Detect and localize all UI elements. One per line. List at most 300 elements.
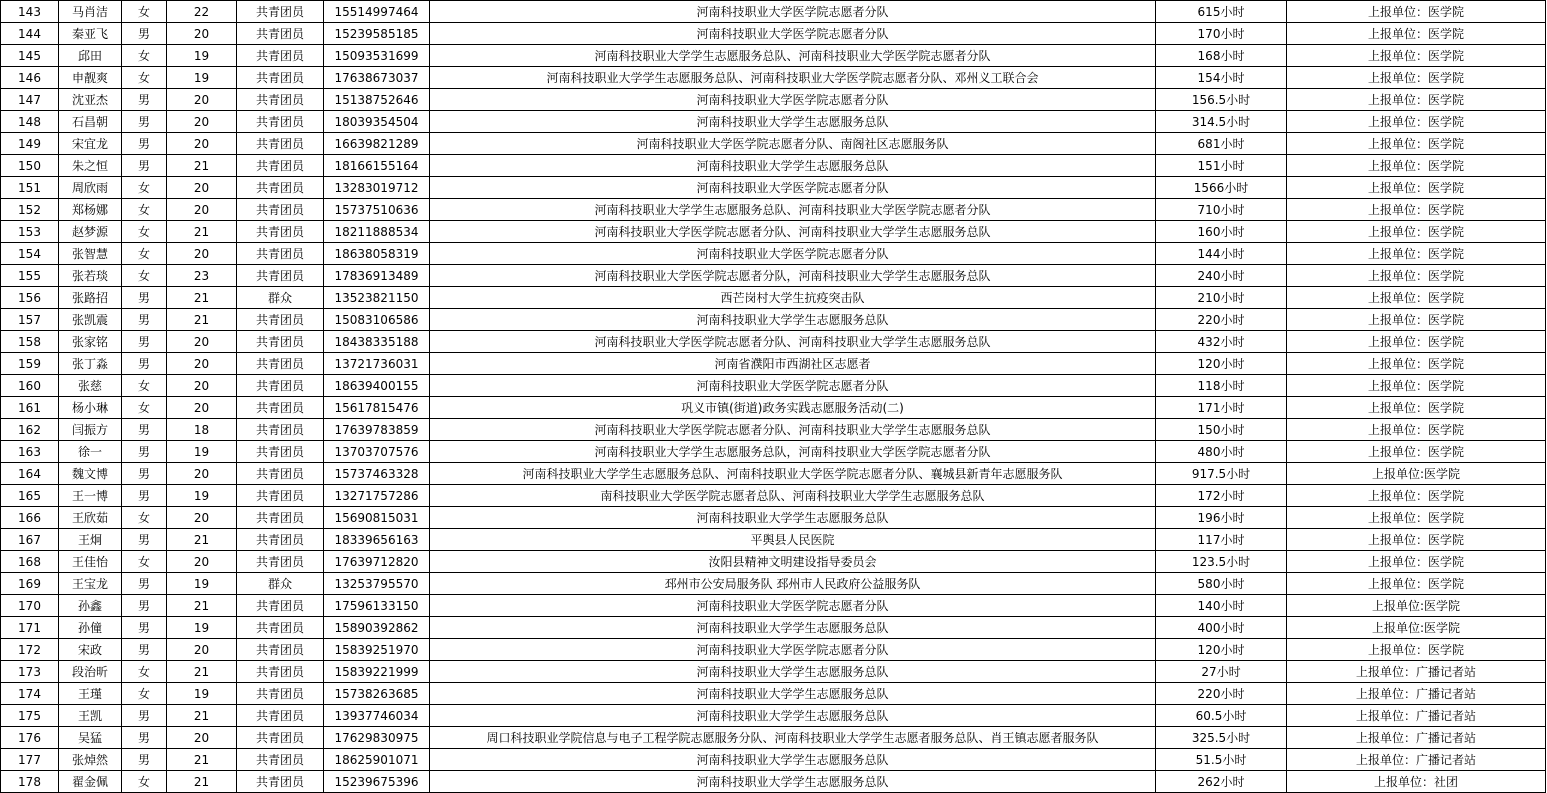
cell-service-hours: 172小时 [1156, 485, 1287, 507]
cell-volunteer-organization: 河南科技职业大学学生志愿服务总队 [430, 683, 1156, 705]
table-row [1, 705, 1546, 727]
cell-row-number: 153 [1, 221, 59, 243]
cell-service-hours: 480小时 [1156, 441, 1287, 463]
table-row [1, 265, 1546, 287]
cell-age: 19 [167, 573, 237, 595]
cell-volunteer-organization: 河南科技职业大学学生志愿服务总队 [430, 749, 1156, 771]
cell-phone: 16639821289 [324, 133, 430, 155]
cell-political-status: 共青团员 [237, 639, 324, 661]
cell-row-number: 169 [1, 573, 59, 595]
table-row [1, 67, 1546, 89]
cell-name: 张路招 [59, 287, 122, 309]
cell-political-status: 共青团员 [237, 463, 324, 485]
cell-political-status: 共青团员 [237, 485, 324, 507]
cell-reporting-unit: 上报单位：医学院 [1287, 221, 1546, 243]
cell-row-number: 161 [1, 397, 59, 419]
cell-service-hours: 615小时 [1156, 1, 1287, 23]
cell-age: 21 [167, 221, 237, 243]
cell-age: 19 [167, 617, 237, 639]
cell-service-hours: 917.5小时 [1156, 463, 1287, 485]
cell-phone: 15839221999 [324, 661, 430, 683]
cell-reporting-unit: 上报单位：医学院 [1287, 331, 1546, 353]
cell-phone: 13703707576 [324, 441, 430, 463]
table-row [1, 595, 1546, 617]
cell-age: 20 [167, 111, 237, 133]
cell-row-number: 148 [1, 111, 59, 133]
cell-volunteer-organization: 河南科技职业大学学生志愿服务总队 [430, 771, 1156, 793]
table-row [1, 551, 1546, 573]
table-row [1, 309, 1546, 331]
cell-row-number: 144 [1, 23, 59, 45]
cell-age: 21 [167, 771, 237, 793]
cell-political-status: 共青团员 [237, 397, 324, 419]
cell-gender: 男 [122, 353, 167, 375]
cell-phone: 13721736031 [324, 353, 430, 375]
cell-phone: 13271757286 [324, 485, 430, 507]
cell-age: 21 [167, 749, 237, 771]
cell-name: 王欣茹 [59, 507, 122, 529]
cell-volunteer-organization: 河南科技职业大学学生志愿服务总队、河南科技职业大学医学院志愿者分队 [430, 45, 1156, 67]
cell-service-hours: 1566小时 [1156, 177, 1287, 199]
cell-gender: 女 [122, 551, 167, 573]
cell-political-status: 共青团员 [237, 221, 324, 243]
cell-age: 21 [167, 661, 237, 683]
cell-reporting-unit: 上报单位：医学院 [1287, 419, 1546, 441]
cell-name: 王佳怡 [59, 551, 122, 573]
cell-row-number: 159 [1, 353, 59, 375]
cell-reporting-unit: 上报单位：医学院 [1287, 1, 1546, 23]
cell-volunteer-organization: 河南科技职业大学学生志愿服务总队 [430, 617, 1156, 639]
cell-phone: 15737463328 [324, 463, 430, 485]
cell-reporting-unit: 上报单位：医学院 [1287, 67, 1546, 89]
cell-service-hours: 123.5小时 [1156, 551, 1287, 573]
cell-phone: 18166155164 [324, 155, 430, 177]
cell-gender: 男 [122, 595, 167, 617]
cell-reporting-unit: 上报单位：医学院 [1287, 573, 1546, 595]
cell-name: 闫振方 [59, 419, 122, 441]
cell-row-number: 152 [1, 199, 59, 221]
cell-volunteer-organization: 西芒岗村大学生抗疫突击队 [430, 287, 1156, 309]
cell-reporting-unit: 上报单位：医学院 [1287, 199, 1546, 221]
table-row [1, 683, 1546, 705]
cell-age: 19 [167, 485, 237, 507]
table-row [1, 507, 1546, 529]
cell-volunteer-organization: 河南科技职业大学学生志愿服务总队、河南科技职业大学医学院志愿者分队、襄城县新青年志愿服务队 [430, 463, 1156, 485]
table-row [1, 749, 1546, 771]
cell-service-hours: 154小时 [1156, 67, 1287, 89]
cell-name: 石昌朝 [59, 111, 122, 133]
cell-gender: 女 [122, 67, 167, 89]
cell-age: 19 [167, 441, 237, 463]
cell-gender: 女 [122, 221, 167, 243]
cell-service-hours: 210小时 [1156, 287, 1287, 309]
cell-name: 张智慧 [59, 243, 122, 265]
cell-reporting-unit: 上报单位：医学院 [1287, 529, 1546, 551]
cell-volunteer-organization: 河南科技职业大学医学院志愿者分队 [430, 639, 1156, 661]
cell-name: 申靓爽 [59, 67, 122, 89]
cell-political-status: 共青团员 [237, 661, 324, 683]
cell-name: 王宝龙 [59, 573, 122, 595]
cell-age: 20 [167, 177, 237, 199]
cell-reporting-unit: 上报单位：医学院 [1287, 45, 1546, 67]
cell-name: 赵梦源 [59, 221, 122, 243]
cell-reporting-unit: 上报单位：医学院 [1287, 441, 1546, 463]
cell-volunteer-organization: 河南科技职业大学医学院志愿者分队 [430, 89, 1156, 111]
cell-row-number: 166 [1, 507, 59, 529]
table-row [1, 529, 1546, 551]
cell-political-status: 共青团员 [237, 683, 324, 705]
table-row [1, 89, 1546, 111]
cell-political-status: 共青团员 [237, 45, 324, 67]
cell-phone: 18638058319 [324, 243, 430, 265]
cell-phone: 15890392862 [324, 617, 430, 639]
cell-political-status: 共青团员 [237, 89, 324, 111]
cell-phone: 17836913489 [324, 265, 430, 287]
cell-row-number: 174 [1, 683, 59, 705]
cell-age: 20 [167, 353, 237, 375]
cell-service-hours: 140小时 [1156, 595, 1287, 617]
cell-age: 21 [167, 309, 237, 331]
table-row [1, 639, 1546, 661]
cell-gender: 女 [122, 199, 167, 221]
cell-row-number: 177 [1, 749, 59, 771]
cell-political-status: 共青团员 [237, 111, 324, 133]
cell-service-hours: 196小时 [1156, 507, 1287, 529]
cell-name: 段治昕 [59, 661, 122, 683]
cell-name: 王凯 [59, 705, 122, 727]
cell-political-status: 共青团员 [237, 705, 324, 727]
cell-gender: 女 [122, 177, 167, 199]
table-row [1, 353, 1546, 375]
cell-political-status: 共青团员 [237, 331, 324, 353]
cell-service-hours: 160小时 [1156, 221, 1287, 243]
cell-gender: 男 [122, 705, 167, 727]
cell-name: 王炯 [59, 529, 122, 551]
cell-age: 21 [167, 155, 237, 177]
cell-phone: 18039354504 [324, 111, 430, 133]
cell-age: 19 [167, 67, 237, 89]
cell-political-status: 共青团员 [237, 375, 324, 397]
cell-row-number: 145 [1, 45, 59, 67]
cell-name: 张慈 [59, 375, 122, 397]
cell-gender: 女 [122, 507, 167, 529]
cell-volunteer-organization: 河南科技职业大学医学院志愿者分队、河南科技职业大学学生志愿服务总队 [430, 331, 1156, 353]
cell-name: 翟金佩 [59, 771, 122, 793]
cell-age: 20 [167, 23, 237, 45]
cell-gender: 男 [122, 287, 167, 309]
cell-gender: 男 [122, 639, 167, 661]
cell-service-hours: 156.5小时 [1156, 89, 1287, 111]
cell-gender: 男 [122, 485, 167, 507]
cell-phone: 15690815031 [324, 507, 430, 529]
cell-volunteer-organization: 河南科技职业大学医学院志愿者分队、河南科技职业大学学生志愿服务总队 [430, 419, 1156, 441]
cell-service-hours: 151小时 [1156, 155, 1287, 177]
cell-phone: 13937746034 [324, 705, 430, 727]
cell-row-number: 176 [1, 727, 59, 749]
cell-volunteer-organization: 河南科技职业大学学生志愿服务总队 [430, 111, 1156, 133]
cell-age: 20 [167, 463, 237, 485]
cell-gender: 女 [122, 771, 167, 793]
cell-service-hours: 60.5小时 [1156, 705, 1287, 727]
cell-name: 郑杨娜 [59, 199, 122, 221]
cell-phone: 15083106586 [324, 309, 430, 331]
cell-name: 邱田 [59, 45, 122, 67]
cell-reporting-unit: 上报单位:医学院 [1287, 595, 1546, 617]
cell-reporting-unit: 上报单位：医学院 [1287, 551, 1546, 573]
cell-phone: 18438335188 [324, 331, 430, 353]
cell-age: 23 [167, 265, 237, 287]
cell-reporting-unit: 上报单位：医学院 [1287, 155, 1546, 177]
cell-political-status: 共青团员 [237, 771, 324, 793]
cell-row-number: 178 [1, 771, 59, 793]
cell-phone: 13253795570 [324, 573, 430, 595]
cell-political-status: 共青团员 [237, 529, 324, 551]
cell-volunteer-organization: 河南科技职业大学学生志愿服务总队 [430, 309, 1156, 331]
cell-name: 魏文博 [59, 463, 122, 485]
cell-reporting-unit: 上报单位：医学院 [1287, 23, 1546, 45]
cell-row-number: 172 [1, 639, 59, 661]
cell-row-number: 165 [1, 485, 59, 507]
cell-phone: 17596133150 [324, 595, 430, 617]
cell-volunteer-organization: 邳州市公安局服务队 邳州市人民政府公益服务队 [430, 573, 1156, 595]
cell-age: 18 [167, 419, 237, 441]
cell-reporting-unit: 上报单位：广播记者站 [1287, 683, 1546, 705]
cell-phone: 13283019712 [324, 177, 430, 199]
cell-row-number: 173 [1, 661, 59, 683]
cell-row-number: 146 [1, 67, 59, 89]
cell-gender: 男 [122, 727, 167, 749]
cell-service-hours: 27小时 [1156, 661, 1287, 683]
table-row [1, 133, 1546, 155]
cell-reporting-unit: 上报单位：医学院 [1287, 639, 1546, 661]
cell-gender: 女 [122, 45, 167, 67]
cell-service-hours: 314.5小时 [1156, 111, 1287, 133]
cell-political-status: 共青团员 [237, 1, 324, 23]
cell-phone: 18639400155 [324, 375, 430, 397]
cell-name: 马肖洁 [59, 1, 122, 23]
cell-gender: 女 [122, 375, 167, 397]
cell-reporting-unit: 上报单位：医学院 [1287, 287, 1546, 309]
cell-phone: 15617815476 [324, 397, 430, 419]
cell-gender: 女 [122, 265, 167, 287]
cell-phone: 17629830975 [324, 727, 430, 749]
cell-name: 宋宜龙 [59, 133, 122, 155]
cell-reporting-unit: 上报单位：医学院 [1287, 243, 1546, 265]
table-row [1, 485, 1546, 507]
cell-age: 20 [167, 89, 237, 111]
cell-phone: 15093531699 [324, 45, 430, 67]
cell-political-status: 群众 [237, 573, 324, 595]
cell-name: 王瑾 [59, 683, 122, 705]
cell-volunteer-organization: 河南科技职业大学学生志愿服务总队 [430, 507, 1156, 529]
cell-reporting-unit: 上报单位：广播记者站 [1287, 705, 1546, 727]
cell-age: 19 [167, 45, 237, 67]
cell-name: 吴猛 [59, 727, 122, 749]
cell-political-status: 共青团员 [237, 309, 324, 331]
cell-volunteer-organization: 河南科技职业大学学生志愿服务总队 [430, 705, 1156, 727]
table-row [1, 243, 1546, 265]
cell-gender: 男 [122, 331, 167, 353]
cell-name: 朱之恒 [59, 155, 122, 177]
cell-political-status: 群众 [237, 287, 324, 309]
cell-political-status: 共青团员 [237, 617, 324, 639]
cell-service-hours: 120小时 [1156, 639, 1287, 661]
table-row [1, 397, 1546, 419]
cell-volunteer-organization: 河南科技职业大学医学院志愿者分队 [430, 243, 1156, 265]
cell-row-number: 163 [1, 441, 59, 463]
cell-volunteer-organization: 河南科技职业大学学生志愿服务总队 [430, 661, 1156, 683]
cell-volunteer-organization: 河南科技职业大学医学院志愿者分队 [430, 595, 1156, 617]
cell-gender: 男 [122, 155, 167, 177]
cell-age: 20 [167, 551, 237, 573]
cell-age: 20 [167, 133, 237, 155]
cell-gender: 女 [122, 661, 167, 683]
cell-political-status: 共青团员 [237, 419, 324, 441]
cell-service-hours: 144小时 [1156, 243, 1287, 265]
cell-name: 张家铭 [59, 331, 122, 353]
cell-reporting-unit: 上报单位：社团 [1287, 771, 1546, 793]
cell-reporting-unit: 上报单位：广播记者站 [1287, 727, 1546, 749]
cell-volunteer-organization: 河南科技职业大学医学院志愿者分队，河南科技职业大学学生志愿服务总队 [430, 265, 1156, 287]
cell-gender: 男 [122, 463, 167, 485]
cell-service-hours: 220小时 [1156, 683, 1287, 705]
cell-gender: 男 [122, 573, 167, 595]
table-body [1, 1, 1546, 793]
cell-age: 22 [167, 1, 237, 23]
cell-political-status: 共青团员 [237, 265, 324, 287]
table-row [1, 177, 1546, 199]
cell-name: 张若琰 [59, 265, 122, 287]
cell-reporting-unit: 上报单位：医学院 [1287, 375, 1546, 397]
cell-row-number: 158 [1, 331, 59, 353]
cell-row-number: 175 [1, 705, 59, 727]
cell-political-status: 共青团员 [237, 133, 324, 155]
cell-name: 沈亚杰 [59, 89, 122, 111]
cell-name: 张丁淼 [59, 353, 122, 375]
cell-gender: 男 [122, 111, 167, 133]
cell-phone: 15514997464 [324, 1, 430, 23]
cell-gender: 女 [122, 243, 167, 265]
table-row [1, 463, 1546, 485]
cell-age: 21 [167, 705, 237, 727]
cell-reporting-unit: 上报单位：医学院 [1287, 111, 1546, 133]
cell-gender: 男 [122, 441, 167, 463]
cell-reporting-unit: 上报单位：医学院 [1287, 353, 1546, 375]
cell-service-hours: 120小时 [1156, 353, 1287, 375]
cell-volunteer-organization: 河南科技职业大学学生志愿服务总队、河南科技职业大学医学院志愿者分队 [430, 199, 1156, 221]
cell-gender: 男 [122, 419, 167, 441]
cell-row-number: 143 [1, 1, 59, 23]
cell-political-status: 共青团员 [237, 595, 324, 617]
cell-volunteer-organization: 河南科技职业大学学生志愿服务总队 [430, 155, 1156, 177]
cell-gender: 男 [122, 617, 167, 639]
cell-age: 20 [167, 199, 237, 221]
cell-age: 21 [167, 529, 237, 551]
cell-political-status: 共青团员 [237, 243, 324, 265]
cell-name: 周欣雨 [59, 177, 122, 199]
cell-political-status: 共青团员 [237, 177, 324, 199]
cell-reporting-unit: 上报单位：医学院 [1287, 177, 1546, 199]
cell-gender: 女 [122, 397, 167, 419]
cell-political-status: 共青团员 [237, 199, 324, 221]
cell-name: 张焯然 [59, 749, 122, 771]
cell-service-hours: 168小时 [1156, 45, 1287, 67]
cell-reporting-unit: 上报单位：医学院 [1287, 265, 1546, 287]
cell-volunteer-organization: 河南省濮阳市西湖社区志愿者 [430, 353, 1156, 375]
cell-row-number: 151 [1, 177, 59, 199]
cell-phone: 15239585185 [324, 23, 430, 45]
cell-reporting-unit: 上报单位：医学院 [1287, 397, 1546, 419]
cell-row-number: 167 [1, 529, 59, 551]
cell-phone: 18339656163 [324, 529, 430, 551]
cell-service-hours: 220小时 [1156, 309, 1287, 331]
cell-row-number: 168 [1, 551, 59, 573]
cell-volunteer-organization: 汝阳县精神文明建设指导委员会 [430, 551, 1156, 573]
cell-political-status: 共青团员 [237, 727, 324, 749]
cell-service-hours: 432小时 [1156, 331, 1287, 353]
cell-phone: 15239675396 [324, 771, 430, 793]
cell-volunteer-organization: 河南科技职业大学医学院志愿者分队 [430, 375, 1156, 397]
table-row [1, 617, 1546, 639]
table-row [1, 331, 1546, 353]
cell-reporting-unit: 上报单位：医学院 [1287, 485, 1546, 507]
cell-volunteer-organization: 河南科技职业大学医学院志愿者分队 [430, 23, 1156, 45]
cell-gender: 女 [122, 1, 167, 23]
cell-phone: 15738263685 [324, 683, 430, 705]
cell-row-number: 171 [1, 617, 59, 639]
cell-age: 20 [167, 331, 237, 353]
cell-reporting-unit: 上报单位:医学院 [1287, 617, 1546, 639]
cell-phone: 18211888534 [324, 221, 430, 243]
cell-political-status: 共青团员 [237, 507, 324, 529]
cell-phone: 13523821150 [324, 287, 430, 309]
cell-gender: 男 [122, 749, 167, 771]
cell-gender: 女 [122, 683, 167, 705]
table-row [1, 199, 1546, 221]
cell-political-status: 共青团员 [237, 155, 324, 177]
cell-name: 孙鑫 [59, 595, 122, 617]
cell-name: 秦亚飞 [59, 23, 122, 45]
cell-reporting-unit: 上报单位：医学院 [1287, 309, 1546, 331]
table-row [1, 573, 1546, 595]
table-row [1, 23, 1546, 45]
cell-volunteer-organization: 巩义市镇(街道)政务实践志愿服务活动(二) [430, 397, 1156, 419]
cell-row-number: 160 [1, 375, 59, 397]
table-row [1, 155, 1546, 177]
cell-service-hours: 325.5小时 [1156, 727, 1287, 749]
cell-phone: 15138752646 [324, 89, 430, 111]
table-row [1, 661, 1546, 683]
table-row [1, 375, 1546, 397]
cell-row-number: 157 [1, 309, 59, 331]
cell-service-hours: 400小时 [1156, 617, 1287, 639]
cell-row-number: 156 [1, 287, 59, 309]
cell-reporting-unit: 上报单位：医学院 [1287, 507, 1546, 529]
cell-reporting-unit: 上报单位：广播记者站 [1287, 661, 1546, 683]
cell-gender: 男 [122, 89, 167, 111]
cell-gender: 男 [122, 309, 167, 331]
table-row [1, 111, 1546, 133]
table-row [1, 441, 1546, 463]
cell-gender: 男 [122, 529, 167, 551]
cell-service-hours: 710小时 [1156, 199, 1287, 221]
cell-service-hours: 51.5小时 [1156, 749, 1287, 771]
cell-name: 张凯震 [59, 309, 122, 331]
cell-reporting-unit: 上报单位:医学院 [1287, 463, 1546, 485]
cell-volunteer-organization: 河南科技职业大学医学院志愿者分队 [430, 1, 1156, 23]
cell-service-hours: 118小时 [1156, 375, 1287, 397]
cell-gender: 男 [122, 133, 167, 155]
